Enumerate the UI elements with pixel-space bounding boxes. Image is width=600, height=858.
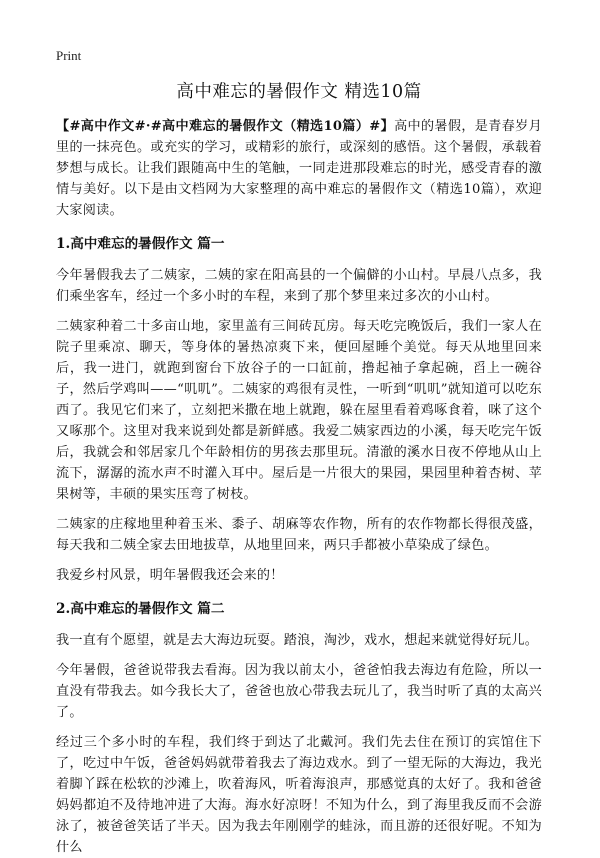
page-title: 高中难忘的暑假作文 精选10篇 (176, 82, 422, 102)
section-heading-1: 1.高中难忘的暑假作文 篇一 (56, 236, 225, 252)
section-2-paragraph-1: 我一直有个愿望，就是去大海边玩耍。踏浪，淘沙，戏水，想起来就觉得好玩儿。 (56, 633, 539, 648)
intro-paragraph (56, 116, 542, 221)
section-1-paragraph-2: 二姨家种着二十多亩山地，家里盖有三间砖瓦房。每天吃完晚饭后，我们一家人在院子里乘凉、聊天，等身体的暑热凉爽下来，便回屋睡个美觉。每天从地里回来后，我一进门，就跑到窗台下放谷子的一口缸前，撸起袖子拿起碗，舀上一碗谷子，然后学鸡叫——“叽叽”。二姨家的鸡很有灵性，一听到“叽叽”就知道可以吃东西了。我见它们来了，立刻把米撒在地上就跑，躲在屋里看着鸡啄食着，咪了这个又啄那个。这里对我来说到处都是新鲜感。我爱二姨家西边的小溪，每天吃完午饭后，我就会和邻居家几个年龄相仿的男孩去那里玩。清澈的溪水日夜不停地从山上流下，潺潺的流水声不时灌入耳中。屋后是一片很大的果园，果园里种着杏树、苹果树等，丰硕的果实压弯了树枝。 (56, 319, 542, 502)
section-1-paragraph-1: 今年暑假我去了二姨家，二姨的家在阳高县的一个偏僻的小山村。早晨八点多，我们乘坐客车，经过一个多小时的车程，来到了那个梦里来过多次的小山村。 (56, 268, 542, 304)
intro-text: 高中的暑假，是青春岁月里的一抹亮色。或充实的学习，或精彩的旅行，或深刻的感悟。这个暑假，承载着梦想与成长。让我们跟随高中生的笔触，一同走进那段难忘的时光，感受青春的激情与美好。以下是由文档网为大家整理的高中难忘的暑假作文（精选10篇），欢迎大家阅读。 (56, 119, 542, 218)
section-2-paragraph-2: 今年暑假，爸爸说带我去看海。因为我以前太小，爸爸怕我去海边有危险，所以一直没有带我去。如今我长大了，爸爸也放心带我去玩儿了，我当时听了真的太高兴了。 (56, 663, 542, 720)
print-link[interactable]: Print (56, 48, 82, 63)
section-1-paragraph-3: 二姨家的庄稼地里种着玉米、黍子、胡麻等农作物，所有的农作物都长得很茂盛，每天我和二姨全家去田地拔草，从地里回来，两只手都被小草染成了绿色。 (56, 517, 542, 553)
section-2-paragraph-3: 经过三个多小时的车程，我们终于到达了北戴河。我们先去住在预订的宾馆住下了，吃过中午饭，爸爸妈妈就带着我去了海边戏水。到了一望无际的大海边，我光着脚丫踩在松软的沙滩上，吹着海风，听着海浪声，那感觉真的太好了。我和爸爸妈妈都迫不及待地冲进了大海。海水好凉呀！不知为什么，到了海里我反而不会游泳了，被爸爸笑话了半天。因为我去年刚刚学的蛙泳，而且游的还很好呢。不知为什么 (56, 735, 542, 855)
section-heading-2: 2.高中难忘的暑假作文 篇二 (56, 601, 225, 617)
section-1-paragraph-4: 我爱乡村风景，明年暑假我还会来的！ (56, 568, 284, 583)
intro-lead: 【#高中作文#·#高中难忘的暑假作文（精选10篇）#】 (56, 119, 395, 134)
